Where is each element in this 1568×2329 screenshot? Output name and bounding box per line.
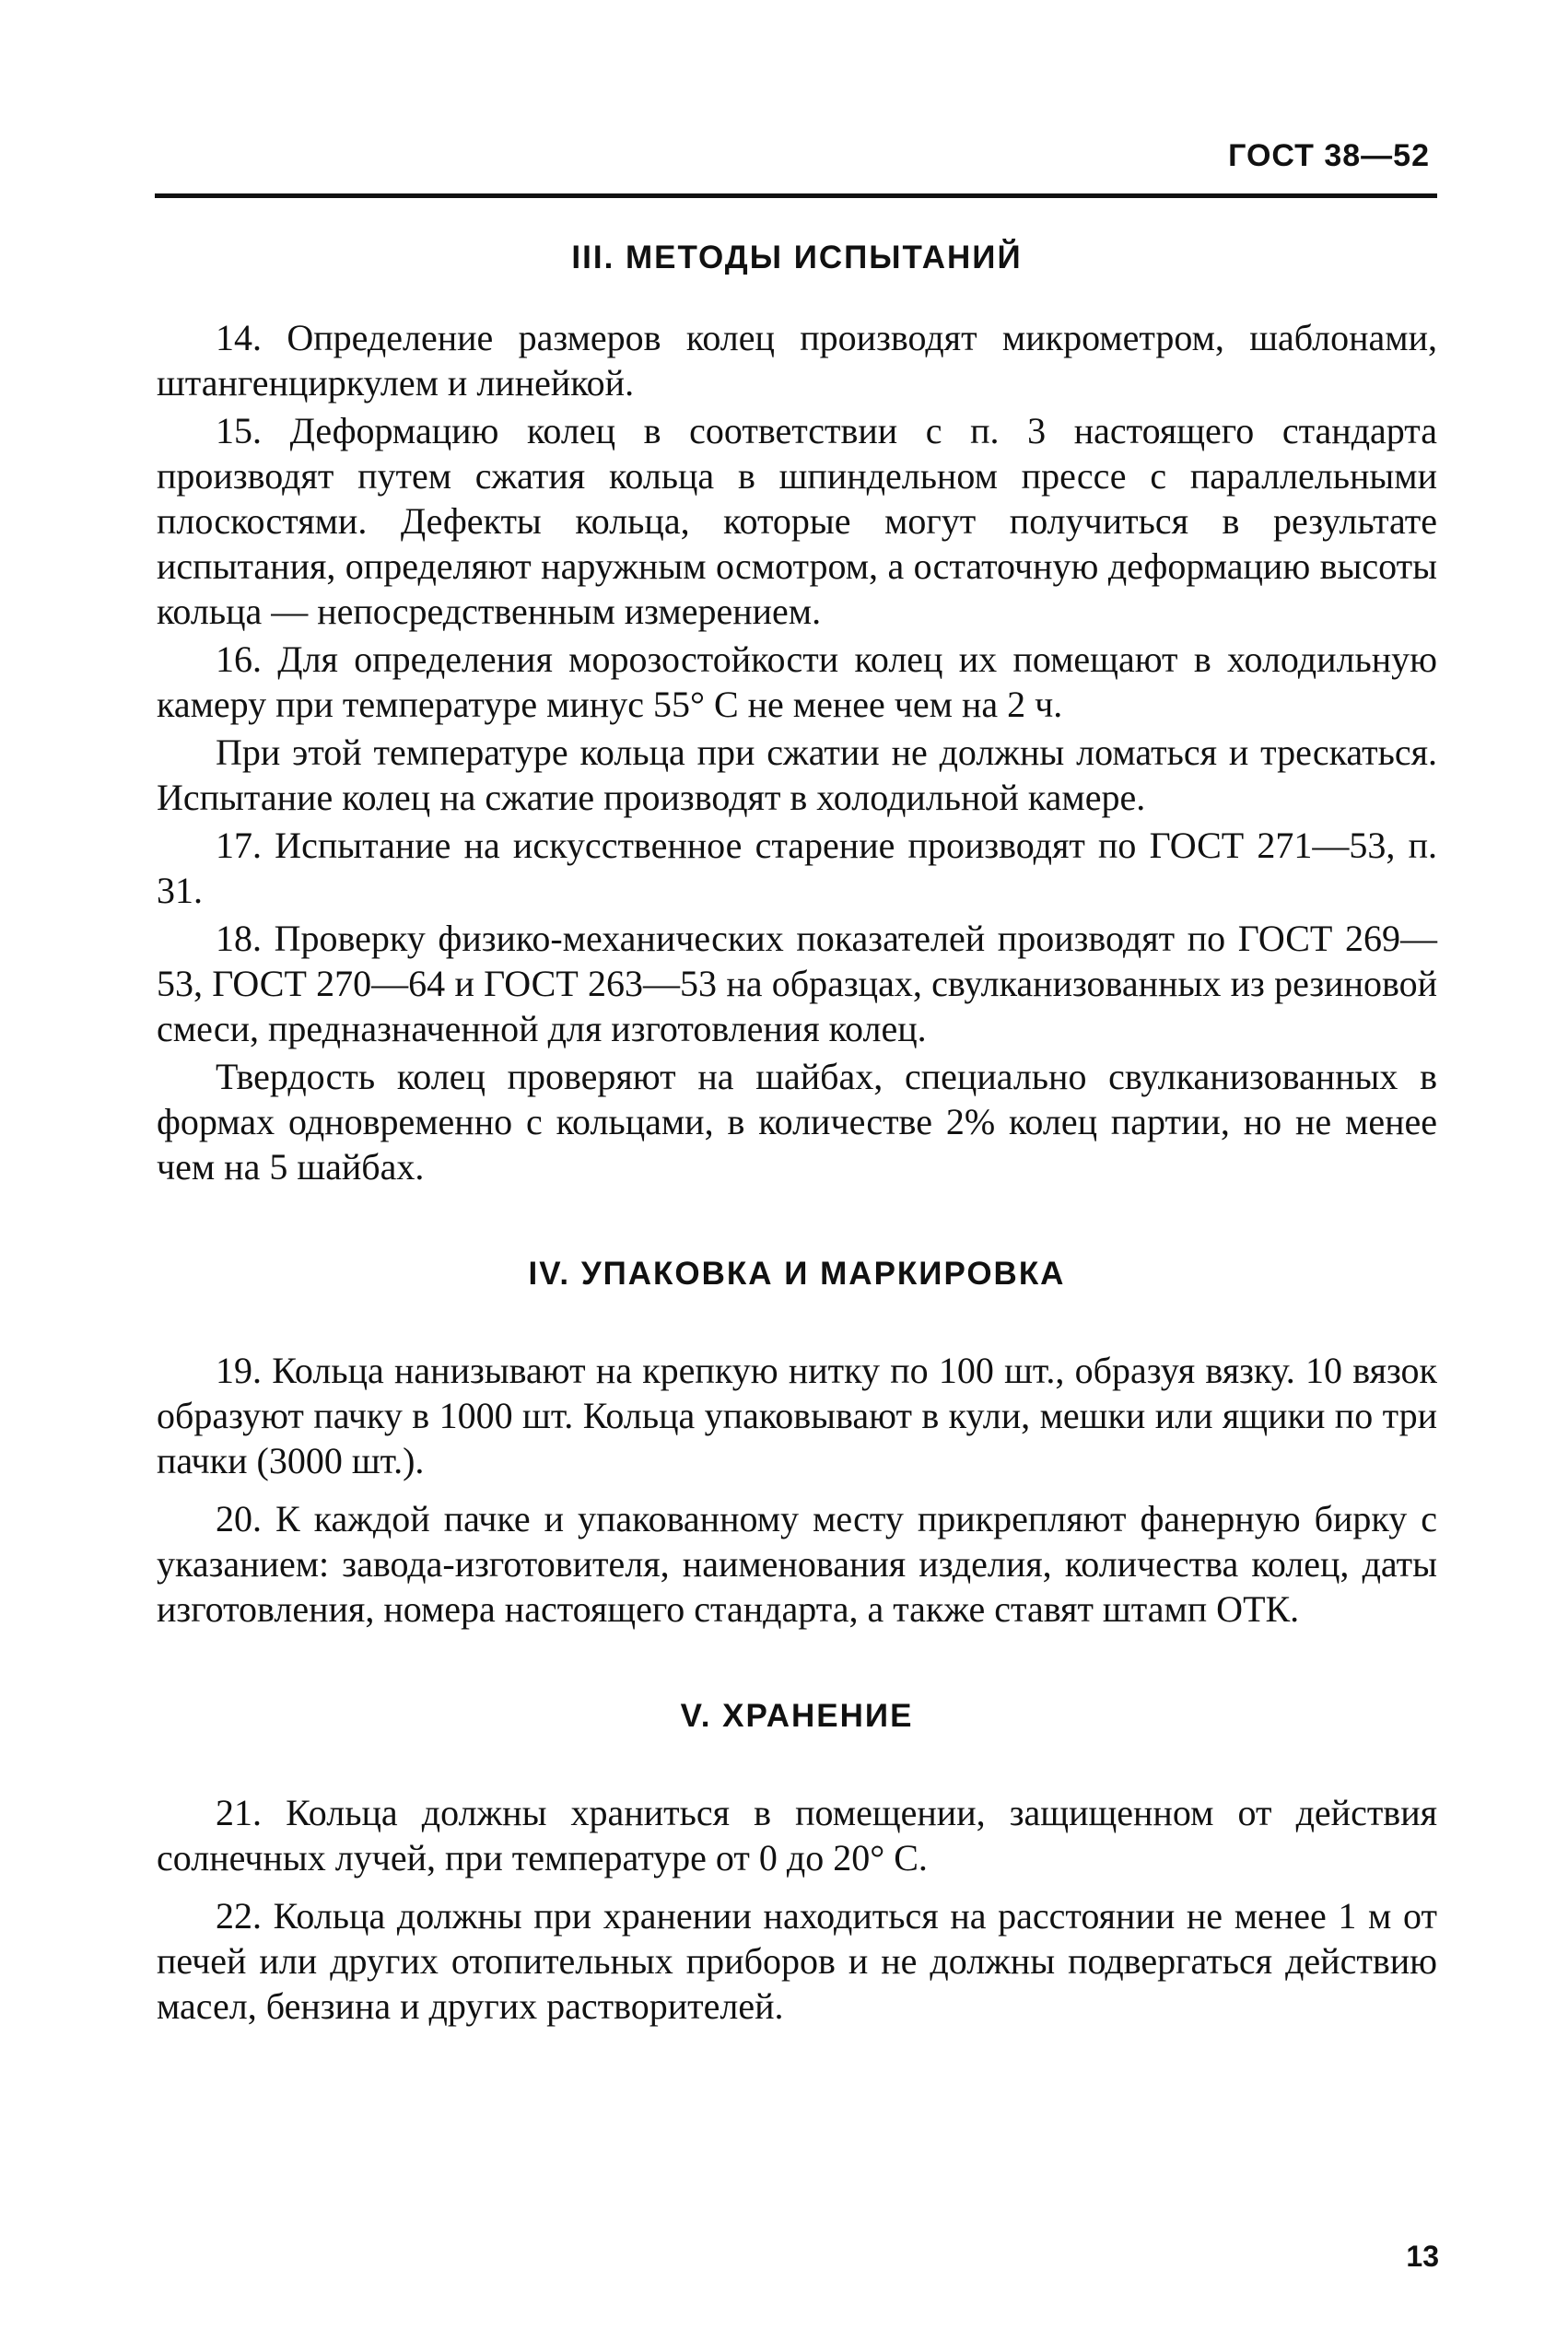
paragraph-20: 20. К каждой пачке и упакованному месту прикрепляют фанерную бирку с указанием: завода-изготовителя, наименования изделия, количества колец, даты изготовления, номера настоящего стандарта, а также ставят штамп ОТК.	[157, 1498, 1437, 1630]
section-title-storage: V. ХРАНЕНИЕ	[680, 1698, 914, 1734]
paragraph-15: 15. Деформацию колец в соответствии с п. 3 настоящего стандарта производят путем сжатия кольца в шпиндельном прессе с параллельными плоскостями. Дефекты кольца, которые могут получиться в результате испытания, определяют наружным осмотром, а остаточную деформацию высоты кольца — непосредственным измерением.	[157, 410, 1437, 632]
header-rule	[155, 193, 1437, 198]
paragraph-16-cont: При этой температуре кольца при сжатии не должны ломаться и трескаться. Испытание колец на сжатие производят в холодильной камере.	[157, 731, 1437, 818]
paragraph-19: 19. Кольца нанизывают на крепкую нитку по 100 шт., образуя вязку. 10 вязок образуют пачку в 1000 шт. Кольца упаковывают в кули, мешки или ящики по три пачки (3000 шт.).	[157, 1350, 1437, 1481]
page-header-code: ГОСТ 38—52	[1228, 138, 1430, 173]
paragraph-16: 16. Для определения морозостойкости колец их помещают в холодильную камеру при температуре минус 55° С не менее чем на 2 ч.	[157, 638, 1437, 725]
paragraph-17: 17. Испытание на искусственное старение производят по ГОСТ 271—53, п. 31.	[157, 825, 1437, 911]
page-body	[157, 230, 1437, 2031]
page-number: 13	[1406, 2240, 1439, 2273]
section-title-packing: IV. УПАКОВКА И МАРКИРОВКА	[528, 1256, 1066, 1292]
paragraph-18: 18. Проверку физико-механических показателей производят по ГОСТ 269—53, ГОСТ 270—64 и ГОСТ 263—53 на образцах, свулканизованных из резиновой смеси, предназначенной для изготовления колец.	[157, 918, 1437, 1049]
paragraph-21: 21. Кольца должны храниться в помещении, защищенном от действия солнечных лучей, при температуре от 0 до 20° С.	[157, 1792, 1437, 1878]
paragraph-14: 14. Определение размеров колец производят микрометром, шаблонами, штангенциркулем и линейкой.	[157, 317, 1437, 404]
section-title-methods: III. МЕТОДЫ ИСПЫТАНИЙ	[571, 240, 1023, 275]
paragraph-18-cont: Твердость колец проверяют на шайбах, специально свулканизованных в формах одновременно с кольцами, в количестве 2% колец партии, но не менее чем на 5 шайбах.	[157, 1056, 1437, 1188]
paragraph-22: 22. Кольца должны при хранении находиться на расстоянии не менее 1 м от печей или других отопительных приборов и не должны подвергаться действию масел, бензина и других растворителей.	[157, 1895, 1437, 2027]
